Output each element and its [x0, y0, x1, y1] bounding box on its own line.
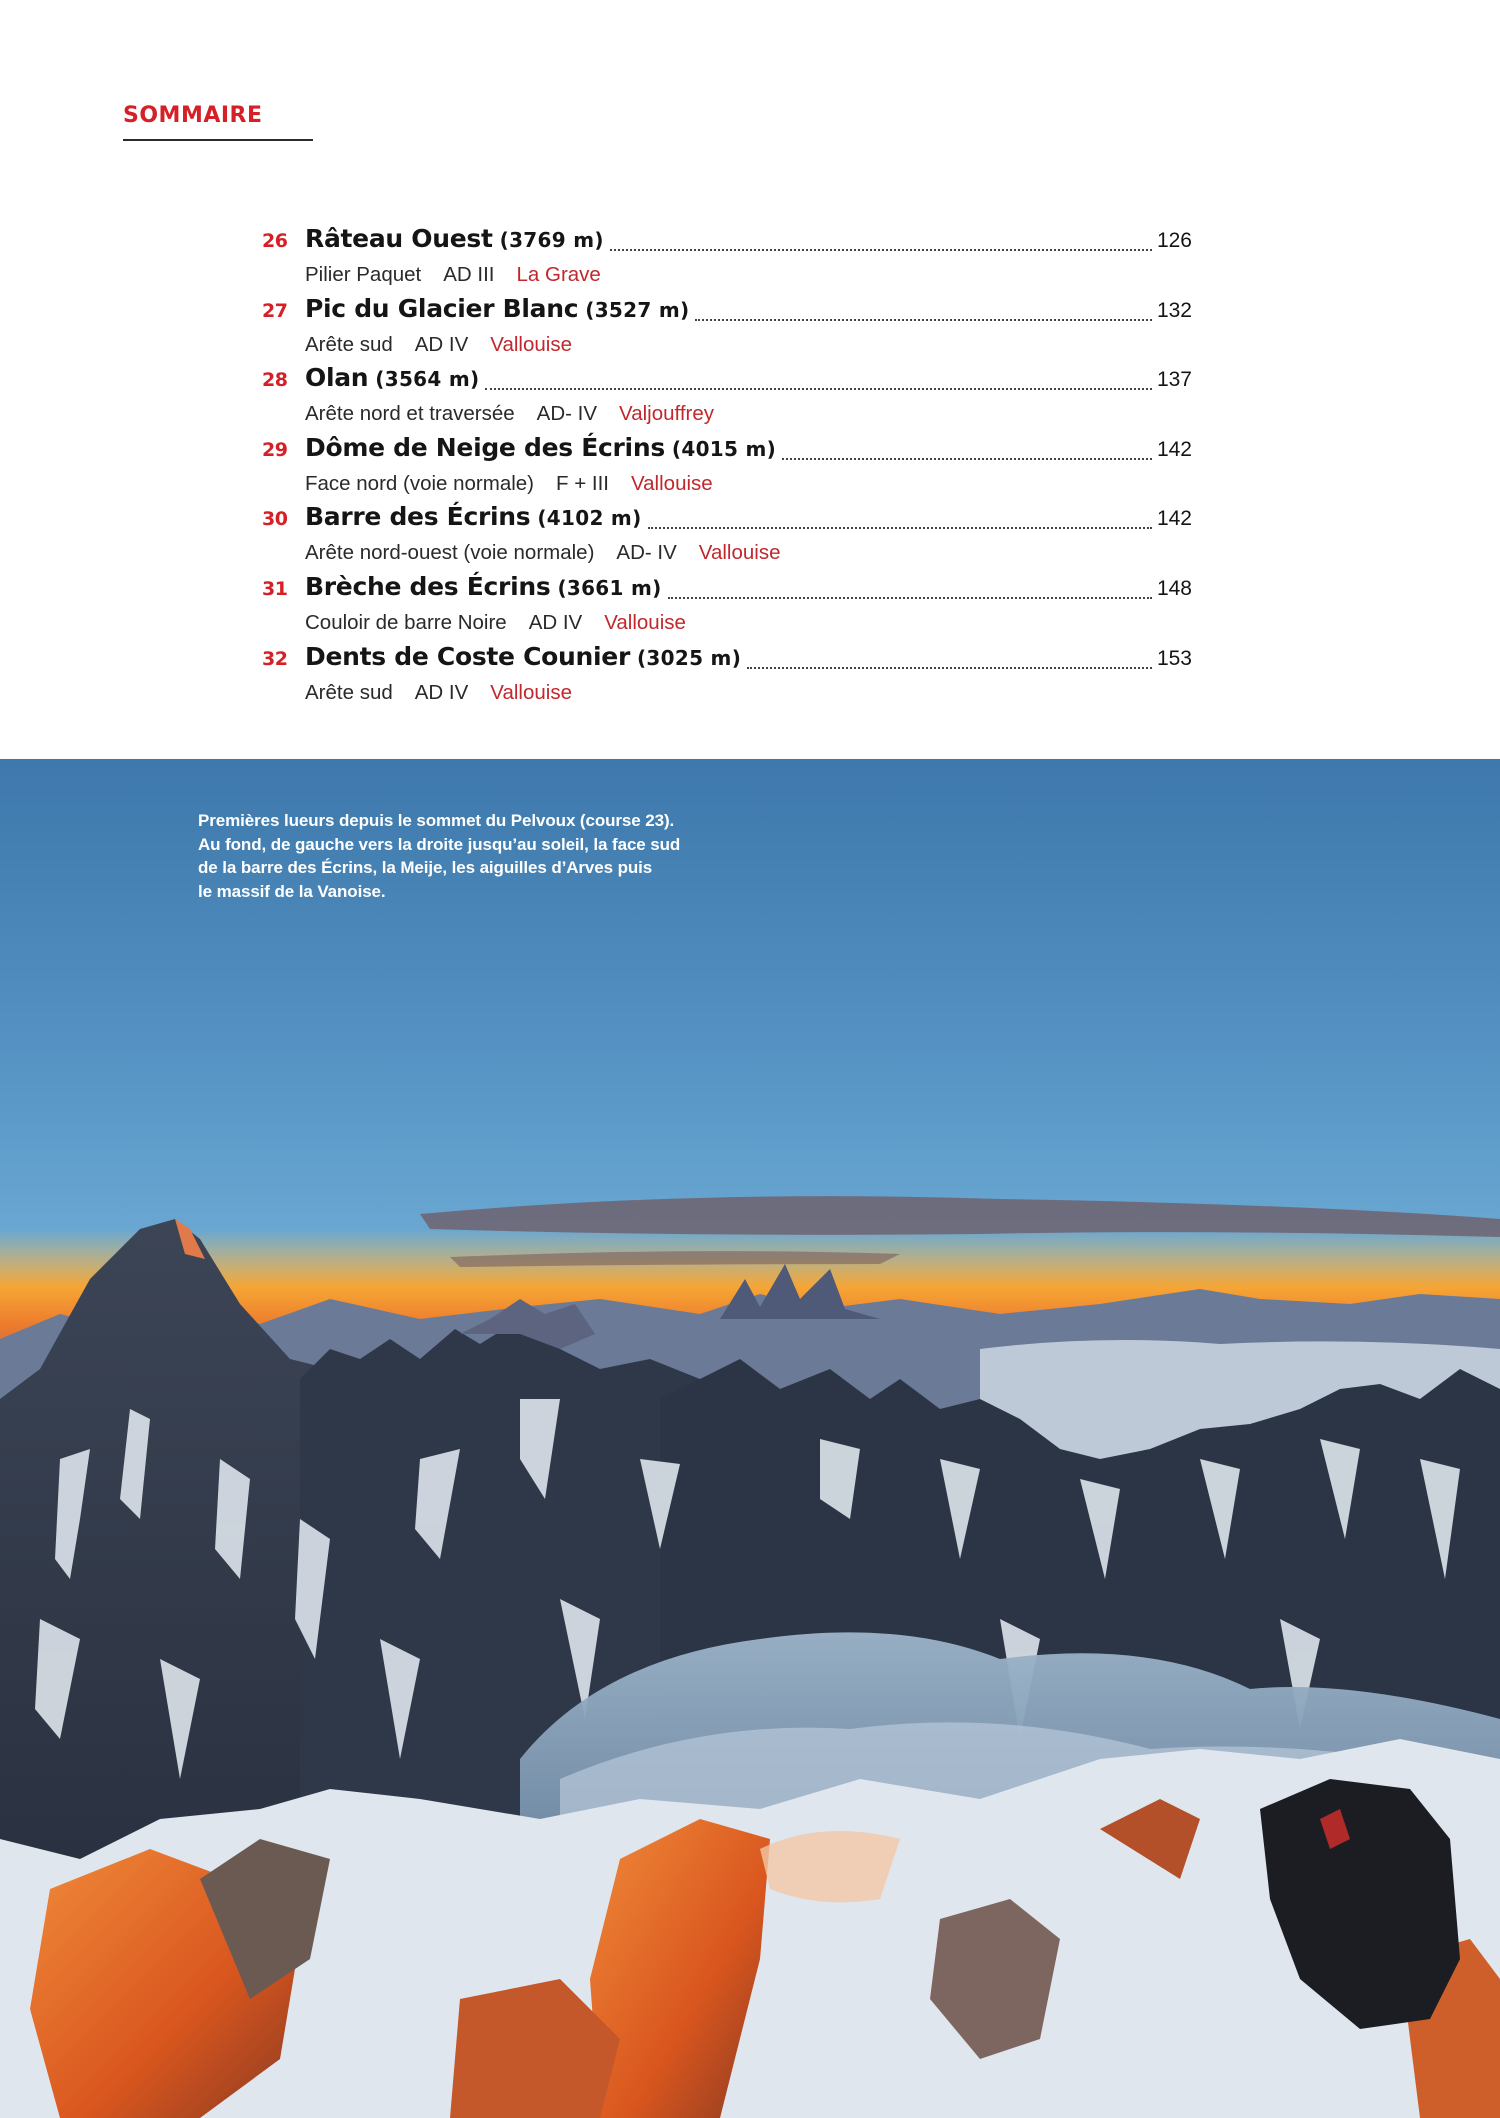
- dot-leader: [668, 597, 1152, 599]
- entry-region: Vallouise: [490, 680, 572, 704]
- entry-title: Dôme de Neige des Écrins: [305, 432, 665, 462]
- photo-caption: [198, 809, 738, 903]
- entry-route: Arête sud: [305, 332, 393, 356]
- entry-title: Râteau Ouest: [305, 224, 493, 253]
- entry-region: Vallouise: [604, 610, 686, 634]
- entry-page-number: 126: [1156, 229, 1192, 252]
- dot-leader: [695, 319, 1152, 321]
- dot-leader: [648, 527, 1152, 529]
- toc-entry[interactable]: [262, 433, 1192, 503]
- dot-leader: [610, 249, 1152, 251]
- toc-entry[interactable]: [262, 642, 1192, 712]
- toc-entry[interactable]: [262, 224, 1192, 294]
- entry-grade: AD III: [443, 263, 495, 286]
- entry-page-number: 142: [1156, 437, 1192, 461]
- table-of-contents: [262, 224, 1192, 711]
- entry-number: 32: [262, 647, 288, 670]
- entry-route: Pilier Paquet: [305, 263, 422, 286]
- toc-entry[interactable]: [262, 572, 1192, 642]
- entry-details: [262, 469, 1192, 499]
- entry-region: Vallouise: [698, 541, 781, 565]
- entry-details: [262, 538, 1192, 568]
- caption-line: de la barre des Écrins, la Meije, les aiguilles d’Arves puis: [198, 858, 653, 878]
- entry-route: Face nord (voie normale): [305, 471, 535, 495]
- header-underline: [123, 139, 313, 141]
- entry-title: Brèche des Écrins: [305, 571, 551, 601]
- entry-grade: AD IV: [414, 680, 469, 704]
- entry-number: 29: [262, 438, 288, 461]
- entry-page-number: 148: [1156, 576, 1192, 600]
- entry-details: [262, 608, 1192, 638]
- entry-number: 27: [262, 299, 288, 322]
- entry-title: Pic du Glacier Blanc: [305, 293, 579, 323]
- caption-line: Premières lueurs depuis le sommet du Pelvoux (course 23).: [198, 811, 675, 830]
- entry-grade: AD IV: [414, 332, 469, 356]
- entry-altitude: (3025 m): [636, 645, 742, 670]
- dot-leader: [485, 388, 1152, 390]
- caption-line: le massif de la Vanoise.: [198, 881, 386, 901]
- entry-altitude: (3769 m): [499, 228, 604, 252]
- entry-route: Couloir de barre Noire: [305, 610, 507, 634]
- entry-grade: F + III: [556, 471, 609, 495]
- entry-route: Arête nord et traversée: [305, 402, 515, 426]
- entry-region: Valjouffrey: [619, 402, 715, 426]
- entry-region: Vallouise: [490, 332, 572, 356]
- entry-altitude: (4102 m): [537, 506, 642, 531]
- section-header: [123, 102, 313, 141]
- toc-entry[interactable]: [262, 363, 1192, 433]
- entry-title: Barre des Écrins: [305, 502, 531, 532]
- caption-line: Au fond, de gauche vers la droite jusqu’au soleil, la face sud: [198, 834, 681, 854]
- entry-title: Dents de Coste Counier: [305, 641, 630, 671]
- entry-page-number: 153: [1156, 646, 1192, 670]
- mountain-landscape-illustration: [0, 759, 1500, 2118]
- dot-leader: [747, 667, 1152, 669]
- entry-grade: AD- IV: [616, 541, 677, 565]
- entry-altitude: (3661 m): [557, 575, 662, 600]
- dot-leader: [782, 458, 1152, 460]
- entry-details: [262, 678, 1192, 708]
- entry-page-number: 137: [1156, 368, 1192, 392]
- entry-region: Vallouise: [631, 471, 713, 495]
- section-title: SOMMAIRE: [123, 103, 263, 128]
- entry-grade: AD- IV: [536, 402, 598, 426]
- entry-route: Arête nord-ouest (voie normale): [305, 541, 595, 565]
- entry-altitude: (3564 m): [375, 367, 480, 392]
- entry-number: 26: [262, 230, 288, 252]
- toc-entry[interactable]: [262, 502, 1192, 572]
- entry-number: 28: [262, 369, 288, 392]
- entry-title: Olan: [305, 363, 369, 393]
- mountain-panorama-photo: [0, 759, 1500, 2118]
- entry-page-number: 142: [1156, 507, 1192, 531]
- toc-entry[interactable]: [262, 294, 1192, 364]
- entry-details: [262, 260, 1192, 290]
- entry-details: [262, 399, 1192, 429]
- entry-altitude: (4015 m): [671, 436, 777, 461]
- entry-details: [262, 330, 1192, 360]
- entry-region: La Grave: [516, 263, 601, 286]
- entry-number: 31: [262, 577, 288, 600]
- entry-route: Arête sud: [305, 680, 393, 704]
- entry-number: 30: [262, 508, 288, 531]
- entry-page-number: 132: [1156, 298, 1192, 322]
- entry-grade: AD IV: [528, 610, 583, 634]
- entry-altitude: (3527 m): [585, 297, 690, 322]
